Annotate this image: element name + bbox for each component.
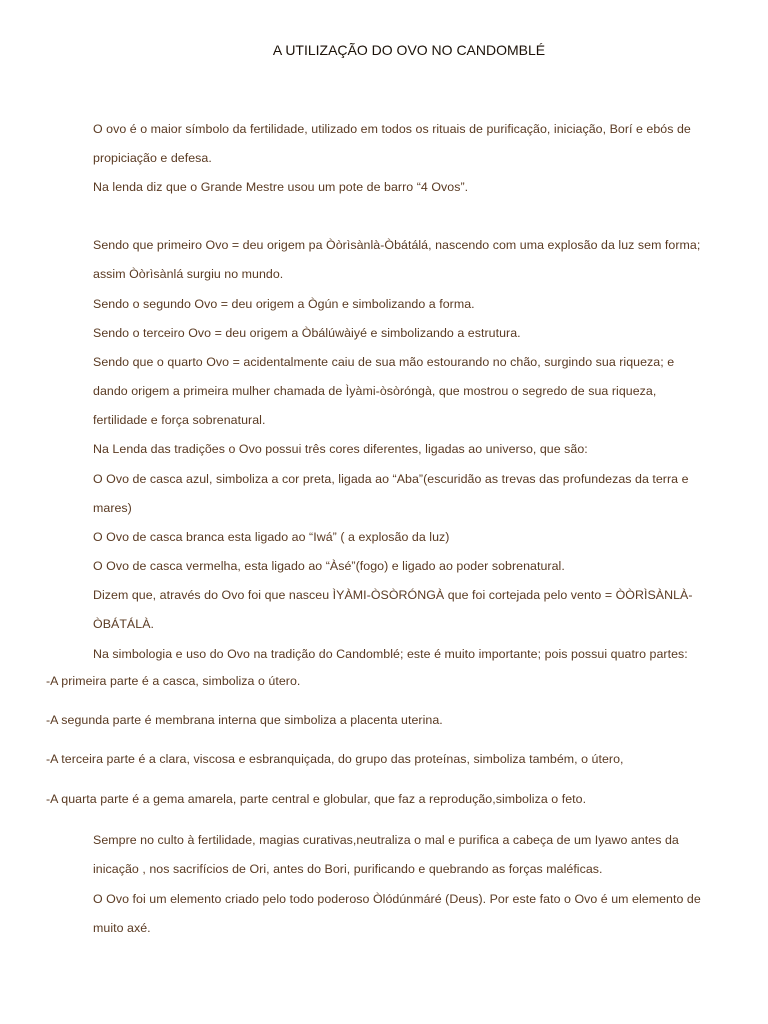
paragraph-line: Na simbologia e uso do Ovo na tradição do Candomblé; este é muito importante; pois possui quatro partes:	[93, 647, 688, 661]
list-item: -A terceira parte é a clara, viscosa e esbranquiçada, do grupo das proteínas, simboliza também, o útero,	[46, 752, 624, 766]
paragraph-line: Sendo o terceiro Ovo = deu origem a Òbálúwàiyé e simbolizando a estrutura.	[93, 326, 521, 340]
paragraph-line: inicação , nos sacrifícios de Ori, antes do Bori, purificando e quebrando as forças maléficas.	[93, 862, 603, 876]
paragraph-line: assim Òòrìsànlá surgiu no mundo.	[93, 267, 284, 281]
paragraph-line: O Ovo foi um elemento criado pelo todo poderoso Òlódúnmáré (Deus). Por este fato o Ovo é um elemento de	[93, 892, 701, 906]
paragraph-line: Sendo o segundo Ovo = deu origem a Ògún e simbolizando a forma.	[93, 297, 475, 311]
paragraph-line: Sendo que primeiro Ovo = deu origem pa Òòrìsànlà-Òbátálá, nascendo com uma explosão da luz sem forma;	[93, 238, 701, 252]
paragraph-line: O ovo é o maior símbolo da fertilidade, utilizado em todos os rituais de purificação, iniciação, Borí e ebós de	[93, 122, 691, 136]
paragraph-line: Sempre no culto à fertilidade, magias curativas,neutraliza o mal e purifica a cabeça de um Iyawo antes da	[93, 833, 679, 847]
paragraph-line: mares)	[93, 501, 132, 515]
paragraph-line: Na Lenda das tradições o Ovo possui três cores diferentes, ligadas ao universo, que são:	[93, 442, 588, 456]
list-item: -A primeira parte é a casca, simboliza o útero.	[46, 674, 301, 688]
paragraph-line: O Ovo de casca branca esta ligado ao “Iwá” ( a explosão da luz)	[93, 530, 450, 544]
list-item: -A quarta parte é a gema amarela, parte central e globular, que faz a reprodução,simboliza o feto.	[46, 792, 587, 806]
paragraph-line: dando origem a primeira mulher chamada de Ìyàmi-òsòróngà, que mostrou o segredo de sua riqueza,	[93, 384, 657, 398]
paragraph-line: O Ovo de casca azul, simboliza a cor preta, ligada ao “Aba”(escuridão as trevas das profundezas da terra e	[93, 472, 689, 486]
paragraph-line: O Ovo de casca vermelha, esta ligado ao “Àsé”(fogo) e ligado ao poder sobrenatural.	[93, 559, 565, 573]
paragraph-line: Dizem que, através do Ovo foi que nasceu ÌYÀMI-ÒSÒRÓNGÀ que foi cortejada pelo vento = ÒÒRÌSÀNLÀ-	[93, 588, 693, 602]
paragraph-line: muito axé.	[93, 921, 151, 935]
paragraph-line: propiciação e defesa.	[93, 151, 212, 165]
paragraph-line: fertilidade e força sobrenatural.	[93, 413, 266, 427]
document-title: A UTILIZAÇÃO DO OVO NO CANDOMBLÉ	[272, 42, 546, 58]
paragraph-line: Sendo que o quarto Ovo = acidentalmente caiu de sua mão estourando no chão, surgindo sua riqueza; e	[93, 355, 675, 369]
paragraph-line: Na lenda diz que o Grande Mestre usou um pote de barro “4 Ovos”.	[93, 180, 469, 194]
list-item: -A segunda parte é membrana interna que simboliza a placenta uterina.	[46, 713, 443, 727]
paragraph-line: ÒBÁTÁLÀ.	[93, 617, 154, 631]
